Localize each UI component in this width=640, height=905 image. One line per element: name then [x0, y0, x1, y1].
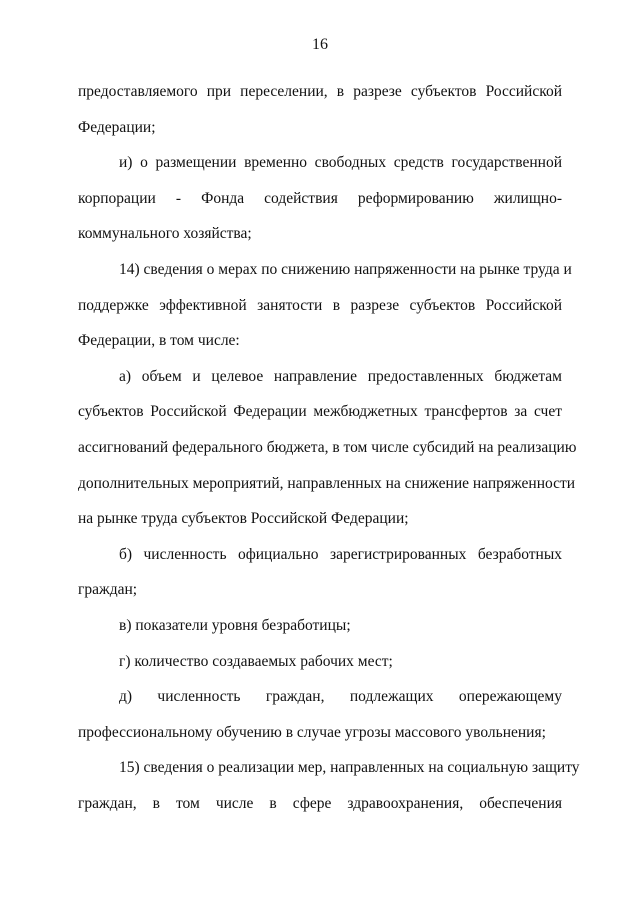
text-line: ассигнований федерального бюджета, в том числе субсидий на реализацию [78, 438, 577, 456]
text-line: граждан; [78, 581, 138, 599]
document-body [78, 74, 580, 821]
text-line: Федерации, в том числе: [78, 332, 240, 350]
text-line: граждан, в том числе в сфере здравоохранения, обеспечения [78, 794, 562, 812]
text-line: д) численность граждан, подлежащих опережающему [119, 688, 562, 706]
text-line: субъектов Российской Федерации межбюджетных трансфертов за счет [78, 403, 562, 421]
text-line: и) о размещении временно свободных средств государственной [119, 154, 562, 172]
text-line: поддержке эффективной занятости в разрезе субъектов Российской [78, 296, 562, 314]
text-line: в) показатели уровня безработицы; [119, 616, 351, 634]
text-line: б) численность официально зарегистрированных безработных [119, 545, 562, 563]
text-line: 14) сведения о мерах по снижению напряженности на рынке труда и [119, 260, 572, 278]
page-number: 16 [312, 36, 328, 53]
text-line: коммунального хозяйства; [78, 225, 252, 243]
text-line: на рынке труда субъектов Российской Федерации; [78, 510, 409, 528]
text-line: профессиональному обучению в случае угрозы массового увольнения; [78, 723, 546, 741]
text-line: 15) сведения о реализации мер, направленных на социальную защиту [119, 759, 580, 777]
text-line: корпорации - Фонда содействия реформированию жилищно- [78, 189, 562, 207]
text-line: а) объем и целевое направление предоставленных бюджетам [119, 367, 562, 385]
text-line: г) количество создаваемых рабочих мест; [119, 652, 393, 670]
text-line: предоставляемого при переселении, в разрезе субъектов Российской [78, 83, 562, 100]
text-line: Федерации; [78, 118, 156, 136]
text-line: дополнительных мероприятий, направленных на снижение напряженности [78, 474, 576, 492]
